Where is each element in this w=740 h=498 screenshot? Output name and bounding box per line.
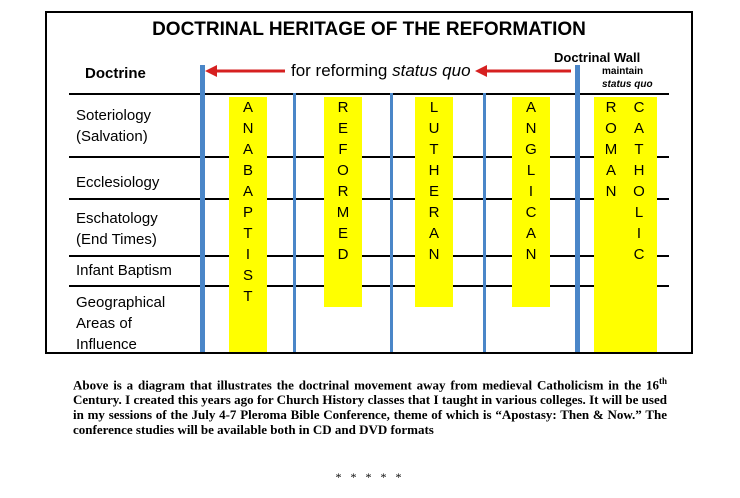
column-anglican: A N G L I C A N: [512, 97, 550, 307]
row-label-geographical: Geographical Areas of Influence: [76, 294, 166, 353]
column-roman-catholic: [594, 97, 657, 352]
wall-sub-status-quo: status quo: [602, 79, 653, 90]
column-lutheran: L U T H E R A N: [415, 97, 453, 307]
catholic-letters: C A T H O L I C: [633, 99, 645, 263]
section-separator-stars: * * * * *: [335, 470, 405, 484]
diagram-frame: [45, 11, 693, 354]
row-label-infant-baptism: Infant Baptism: [76, 262, 172, 279]
reform-origin-line: [200, 65, 205, 352]
column-separator: [483, 93, 486, 352]
wall-sub-maintain: maintain: [602, 66, 644, 77]
doctrinal-wall-line: [575, 65, 580, 352]
row-label-soteriology: Soteriology (Salvation): [76, 107, 152, 145]
diagram-title: DOCTRINAL HERITAGE OF THE REFORMATION: [152, 19, 586, 40]
column-separator: [390, 93, 393, 352]
row-label-eschatology: Eschatology (End Times): [76, 210, 158, 248]
column-separator: [293, 93, 296, 352]
roman-letters: R O M A N: [604, 99, 618, 200]
doctrinal-wall-title: Doctrinal Wall: [554, 50, 641, 65]
column-reformed: R E F O R M E D: [324, 97, 362, 307]
column-anabaptist: A N A B A P T I S T: [229, 97, 267, 352]
caption-text: Above is a diagram that illustrates the doctrinal movement away from medieval Catholicism in the 16th Century. I created this years ago for Church History classes that I taught in various colleges. It will be used in my sessions of the July 4-7 Pleroma Bible Conference, theme of which is “Apostasy: Then & Now.” The conference studies will be available both in CD and DVD formats: [73, 376, 667, 438]
right-arrow-icon: [475, 65, 571, 77]
doctrine-header: Doctrine: [85, 65, 146, 82]
left-arrow-icon: [205, 65, 285, 77]
row-label-ecclesiology: Ecclesiology: [76, 174, 160, 191]
arrow-label: for reforming status quo: [291, 61, 471, 80]
